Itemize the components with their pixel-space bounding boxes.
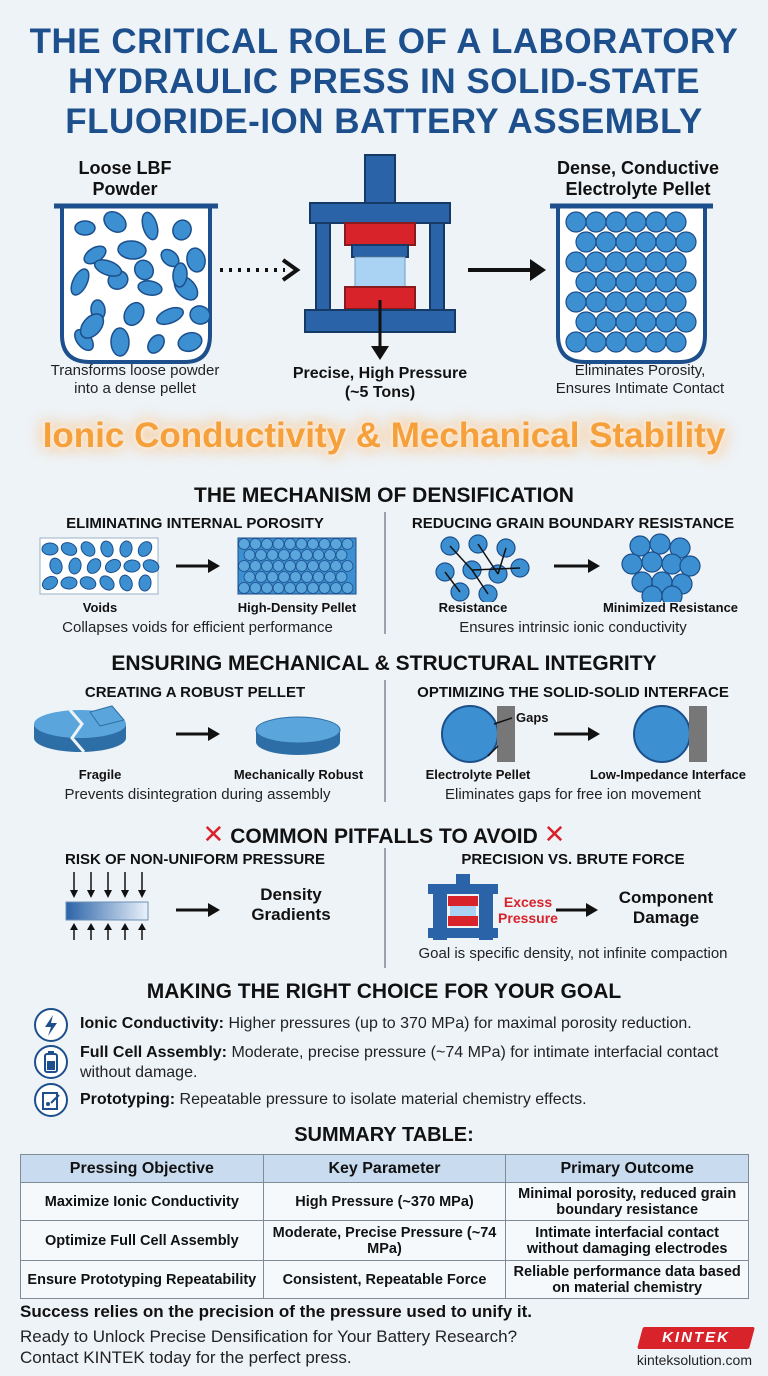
- choice-item-full-cell: Full Cell Assembly: Moderate, precise pressure (~74 MPa) for intimate interfacial contact without damage.: [80, 1044, 719, 1081]
- summary-table: [20, 1154, 749, 1299]
- non-uniform-title: RISK OF NON-UNIFORM PRESSURE: [64, 851, 325, 868]
- brute-force-desc: Goal is specific density, not infinite compaction: [418, 945, 728, 962]
- grain-boundary-title: REDUCING GRAIN BOUNDARY RESISTANCE: [411, 515, 735, 532]
- pitfalls-heading: ✕ COMMON PITFALLS TO AVOID ✕: [202, 819, 566, 849]
- table-cell: High Pressure (~370 MPa): [263, 1183, 506, 1221]
- table-row: [21, 1183, 749, 1221]
- x-mark-icon: ✕: [202, 819, 225, 849]
- fragile-pellet-icon: [34, 706, 126, 752]
- table-row: [21, 1261, 749, 1299]
- x-mark-icon: ✕: [543, 819, 566, 849]
- powder-beaker-icon: [0, 150, 218, 362]
- table-cell: Maximize Ionic Conductivity: [21, 1183, 264, 1221]
- loose-powder-caption: Transforms loose powder into a dense pellet: [50, 362, 220, 397]
- choice-item-prototyping: Prototyping: Repeatable pressure to isolate material chemistry effects.: [80, 1091, 587, 1108]
- high-density-label: High-Density Pellet: [237, 600, 357, 615]
- robust-pellet-icon: [256, 717, 340, 755]
- porosity-title: ELIMINATING INTERNAL POROSITY: [66, 515, 324, 532]
- table-cell: Intimate interfacial contact without damaging electrodes: [506, 1221, 749, 1261]
- hydraulic-press-icon: [305, 155, 455, 360]
- battery-icon: [34, 1045, 68, 1079]
- integrity-heading: ENSURING MECHANICAL & STRUCTURAL INTEGRITY: [111, 652, 657, 675]
- brute-force-title: PRECISION VS. BRUTE FORCE: [461, 851, 685, 868]
- table-cell: Optimize Full Cell Assembly: [21, 1221, 264, 1261]
- lightning-icon: [34, 1008, 68, 1042]
- gaps-label: Gaps: [516, 710, 549, 725]
- table-cell: Minimal porosity, reduced grain boundary resistance: [506, 1183, 749, 1221]
- dense-pellet-label: Dense, Conductive Electrolyte Pellet: [556, 158, 720, 199]
- robust-pellet-title: CREATING A ROBUST PELLET: [84, 684, 306, 701]
- interface-desc: Eliminates gaps for free ion movement: [445, 786, 701, 803]
- resistance-label: Resistance: [438, 600, 508, 615]
- pressure-label: Precise, High Pressure (~5 Tons): [292, 365, 468, 401]
- prototype-icon: [34, 1083, 68, 1117]
- choice-item-ionic: Ionic Conductivity: Higher pressures (up to 370 MPa) for maximal porosity reduction.: [80, 1015, 692, 1032]
- interface-contact-icon: [634, 706, 707, 762]
- press-process-illustration: [0, 150, 768, 370]
- table-cell: Ensure Prototyping Repeatability: [21, 1261, 264, 1299]
- table-header: Pressing Objective: [21, 1155, 264, 1183]
- robust-label: Mechanically Robust: [233, 767, 364, 782]
- website-link[interactable]: kinteksolution.com: [636, 1352, 752, 1368]
- mechanism-illustration: [0, 532, 768, 602]
- minimized-resistance-label: Minimized Resistance: [602, 600, 739, 615]
- excess-pressure-label: Excess Pressure: [498, 894, 558, 926]
- table-header-row: [21, 1155, 749, 1183]
- robust-desc: Prevents disintegration during assembly: [64, 786, 331, 803]
- interface-gaps-icon: [442, 706, 515, 762]
- component-damage-label: Component Damage: [618, 888, 714, 927]
- grain-boundary-desc: Ensures intrinsic ionic conductivity: [459, 619, 687, 636]
- table-cell: Reliable performance data based on material chemistry: [506, 1261, 749, 1299]
- porosity-desc: Collapses voids for efficient performance: [62, 619, 333, 636]
- voids-label: Voids: [82, 600, 118, 615]
- footer-cta: Ready to Unlock Precise Densification for Your Battery Research? Contact KINTEK today for the perfect press.: [20, 1327, 518, 1367]
- key-benefits-banner: Ionic Conductivity & Mechanical Stability: [42, 416, 726, 455]
- page-title: THE CRITICAL ROLE OF A LABORATORY HYDRAULIC PRESS IN SOLID-STATE FLUORIDE-ION BATTERY ASSEMBLY: [29, 22, 739, 141]
- small-press-icon: [428, 874, 498, 940]
- density-gradients-label: Density Gradients: [251, 885, 331, 924]
- table-cell: Consistent, Repeatable Force: [263, 1261, 506, 1299]
- dense-pellet-caption: Eliminates Porosity, Ensures Intimate Contact: [555, 362, 725, 397]
- electrolyte-pellet-label: Electrolyte Pellet: [425, 767, 531, 782]
- fragile-label: Fragile: [78, 767, 122, 782]
- table-header: Primary Outcome: [506, 1155, 749, 1183]
- mechanism-heading: THE MECHANISM OF DENSIFICATION: [194, 484, 574, 507]
- kintek-logo: KINTEK: [637, 1327, 755, 1349]
- loose-powder-label: Loose LBF Powder: [78, 158, 172, 199]
- footer-bold-line: Success relies on the precision of the pressure used to unify it.: [20, 1302, 533, 1321]
- integrity-illustration: [0, 700, 768, 770]
- table-cell: Moderate, Precise Pressure (~74 MPa): [263, 1221, 506, 1261]
- table-row: [21, 1221, 749, 1261]
- interface-title: OPTIMIZING THE SOLID-SOLID INTERFACE: [417, 684, 729, 701]
- table-header: Key Parameter: [263, 1155, 506, 1183]
- low-impedance-label: Low-Impedance Interface: [589, 767, 747, 782]
- summary-heading: SUMMARY TABLE:: [294, 1124, 474, 1146]
- choice-heading: MAKING THE RIGHT CHOICE FOR YOUR GOAL: [146, 980, 622, 1003]
